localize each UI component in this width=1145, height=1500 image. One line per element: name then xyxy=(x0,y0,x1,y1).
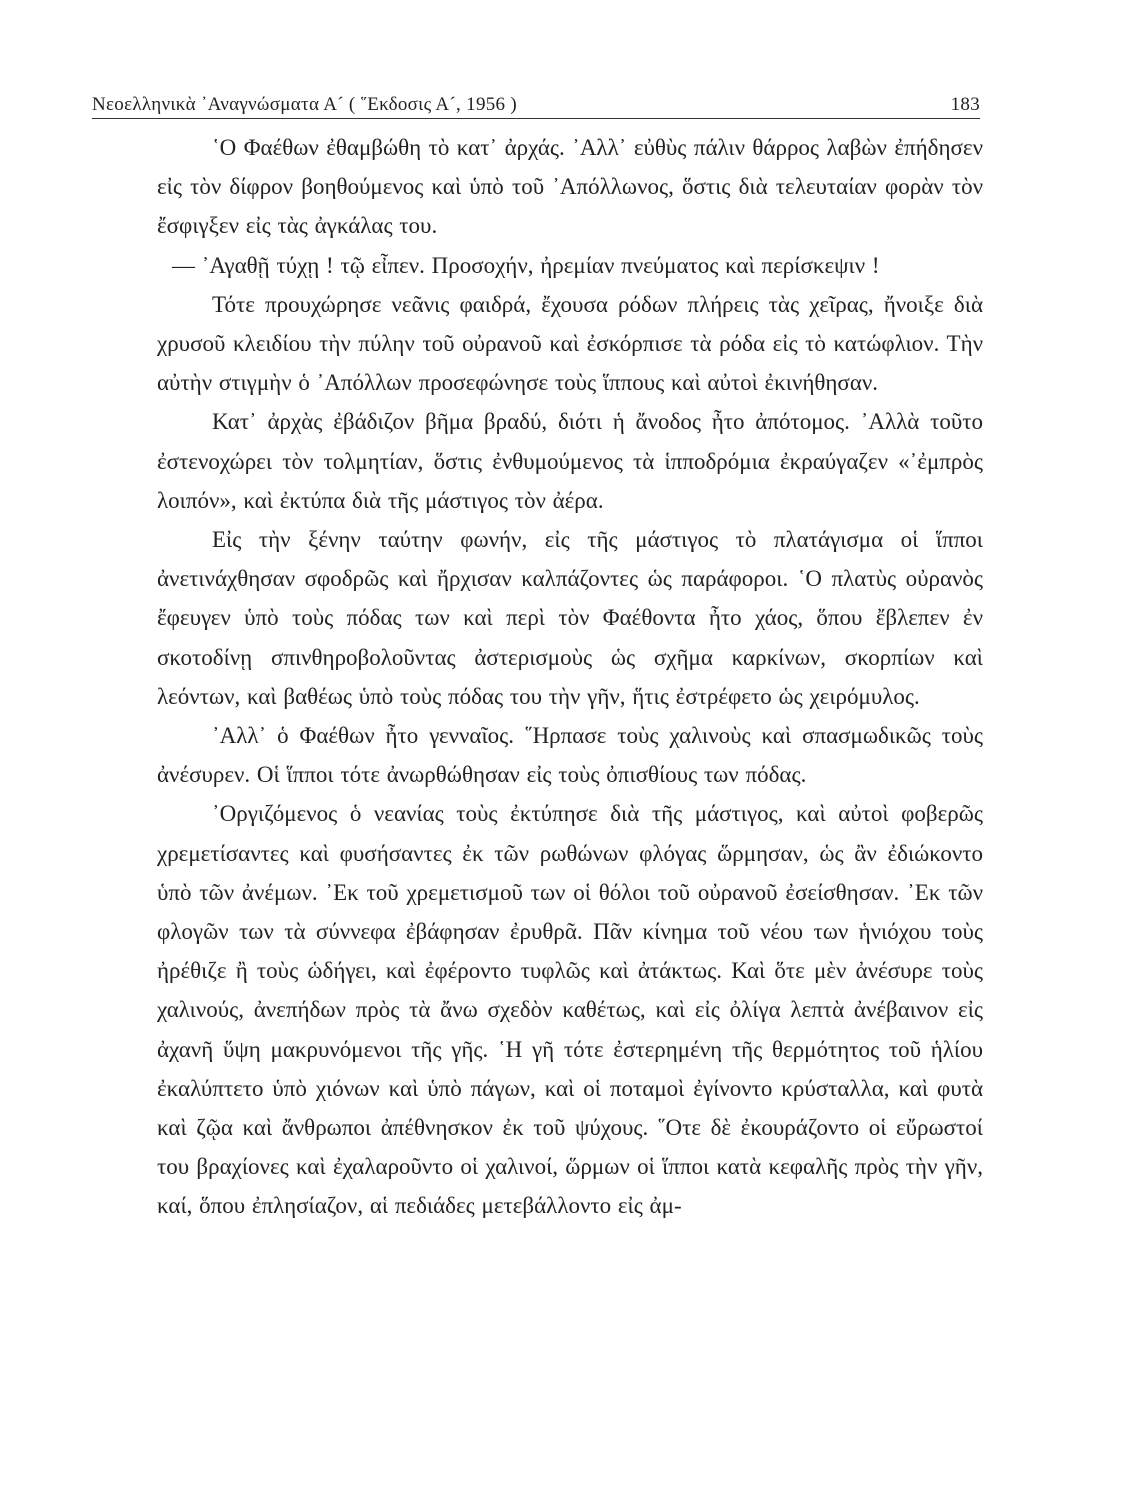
paragraph: ᾿Αλλ᾿ ὁ Φαέθων ἦτο γενναῖος. ῞Ηρπασε τοὺς χαλινοὺς καὶ σπασμωδικῶς τοὺς ἀνέσυρεν. Οἱ ἵπποι τότε ἀνωρθώθησαν εἰς τοὺς ὀπισθίους των πόδας. xyxy=(157,723,983,788)
paragraph-dialogue: — ᾿Αγαθῇ τύχῃ ! τῷ εἶπεν. Προσοχήν, ἠρεμίαν πνεύματος καὶ περίσκεψιν ! xyxy=(172,252,880,278)
page-number: 183 xyxy=(950,94,980,115)
paragraph: ῾Ο Φαέθων ἐθαμβώθη τὸ κατ᾿ ἀρχάς. ᾿Αλλ᾿ εὐθὺς πάλιν θάρρος λαβὼν ἐπήδησεν εἰς τὸν δίφρον βοηθούμενος καὶ ὑπὸ τοῦ ᾿Απόλλωνος, ὅστις διὰ τελευταίαν φορὰν τὸν ἔσφιγξεν εἰς τὰς ἀγκάλας του. xyxy=(157,135,983,239)
header-rule xyxy=(92,118,980,119)
body-text xyxy=(157,128,983,1226)
paragraph: Εἰς τὴν ξένην ταύτην φωνήν, εἰς τῆς μάστιγος τὸ πλατάγισμα οἱ ἵπποι ἀνετινάχθησαν σφοδρῶς καὶ ἤρχισαν καλπάζοντες ὡς παράφοροι. ῾Ο πλατὺς οὐρανὸς ἔφευγεν ὑπὸ τοὺς πόδας των καὶ περὶ τὸν Φαέθοντα ἦτο χάος, ὅπου ἔβλεπεν ἐν σκοτοδίνῃ σπινθηροβολοῦντας ἀστερισμοὺς ὡς σχῆμα καρκίνων, σκορπίων καὶ λεόντων, καὶ βαθέως ὑπὸ τοὺς πόδας του τὴν γῆν, ἥτις ἐστρέφετο ὡς χειρόμυλος. xyxy=(157,527,983,709)
paragraph: ᾿Οργιζόμενος ὁ νεανίας τοὺς ἐκτύπησε διὰ τῆς μάστιγος, καὶ αὐτοὶ φοβερῶς χρεμετίσαντες καὶ φυσήσαντες ἐκ τῶν ρωθώνων φλόγας ὥρμησαν, ὡς ἂν ἐδιώκοντο ὑπὸ τῶν ἀνέμων. ᾿Εκ τοῦ χρεμετισμοῦ των οἱ θόλοι τοῦ οὐρανοῦ ἐσείσθησαν. ᾿Εκ τῶν φλογῶν των τὰ σύννεφα ἐβάφησαν ἐρυθρᾶ. Πᾶν κίνημα τοῦ νέου των ἡνιόχου τοὺς ἠρέθιζε ἢ τοὺς ὡδήγει, καὶ ἐφέροντο τυφλῶς καὶ ἀτάκτως. Καὶ ὅτε μὲν ἀνέσυρε τοὺς χαλινούς, ἀνεπήδων πρὸς τὰ ἄνω σχεδὸν καθέτως, καὶ εἰς ὀλίγα λεπτὰ ἀνέβαινον εἰς ἀχανῆ ὕψη μακρυνόμενοι τῆς γῆς. ῾Η γῆ τότε ἐστερημένη τῆς θερμότητος τοῦ ἡλίου ἐκαλύπτετο ὑπὸ χιόνων καὶ ὑπὸ πάγων, καὶ οἱ ποταμοὶ ἐγίνοντο κρύσταλλα, καὶ φυτὰ καὶ ζῷα καὶ ἄνθρωποι ἀπέθνησκον ἐκ τοῦ ψύχους. ῞Οτε δὲ ἐκουράζοντο οἱ εὔρωστοί του βραχίονες καὶ ἐχαλαροῦντο οἱ χαλινοί, ὥρμων οἱ ἵπποι κατὰ κεφαλῆς πρὸς τὴν γῆν, καί, ὅπου ἐπλησίαζον, αἱ πεδιάδες μετεβάλλοντο εἰς ἀμ- xyxy=(157,801,983,1219)
running-title: Νεοελληνικὰ ᾿Αναγνώσματα Α´ ( ῞Εκδοσις Α´, 1956 ) xyxy=(92,94,518,115)
paragraph: Τότε προυχώρησε νεᾶνις φαιδρά, ἔχουσα ρόδων πλήρεις τὰς χεῖρας, ἤνοιξε διὰ χρυσοῦ κλειδίου τὴν πύλην τοῦ οὐρανοῦ καὶ ἐσκόρπισε τὰ ρόδα εἰς τὸ κατώφλιον. Τὴν αὐτὴν στιγμὴν ὁ ᾿Απόλλων προσεφώνησε τοὺς ἵππους καὶ αὐτοὶ ἐκινήθησαν. xyxy=(157,291,983,396)
paragraph: Κατ᾿ ἀρχὰς ἐβάδιζον βῆμα βραδύ, διότι ἡ ἄνοδος ἦτο ἀπότομος. ᾿Αλλὰ τοῦτο ἐστενοχώρει τὸν τολμητίαν, ὅστις ἐνθυμούμενος τὰ ἱπποδρόμια ἐκραύγαζεν «᾿ἐμπρὸς λοιπόν», καὶ ἐκτύπα διὰ τῆς μάστιγος τὸν ἀέρα. xyxy=(157,409,983,513)
running-header xyxy=(92,88,980,116)
